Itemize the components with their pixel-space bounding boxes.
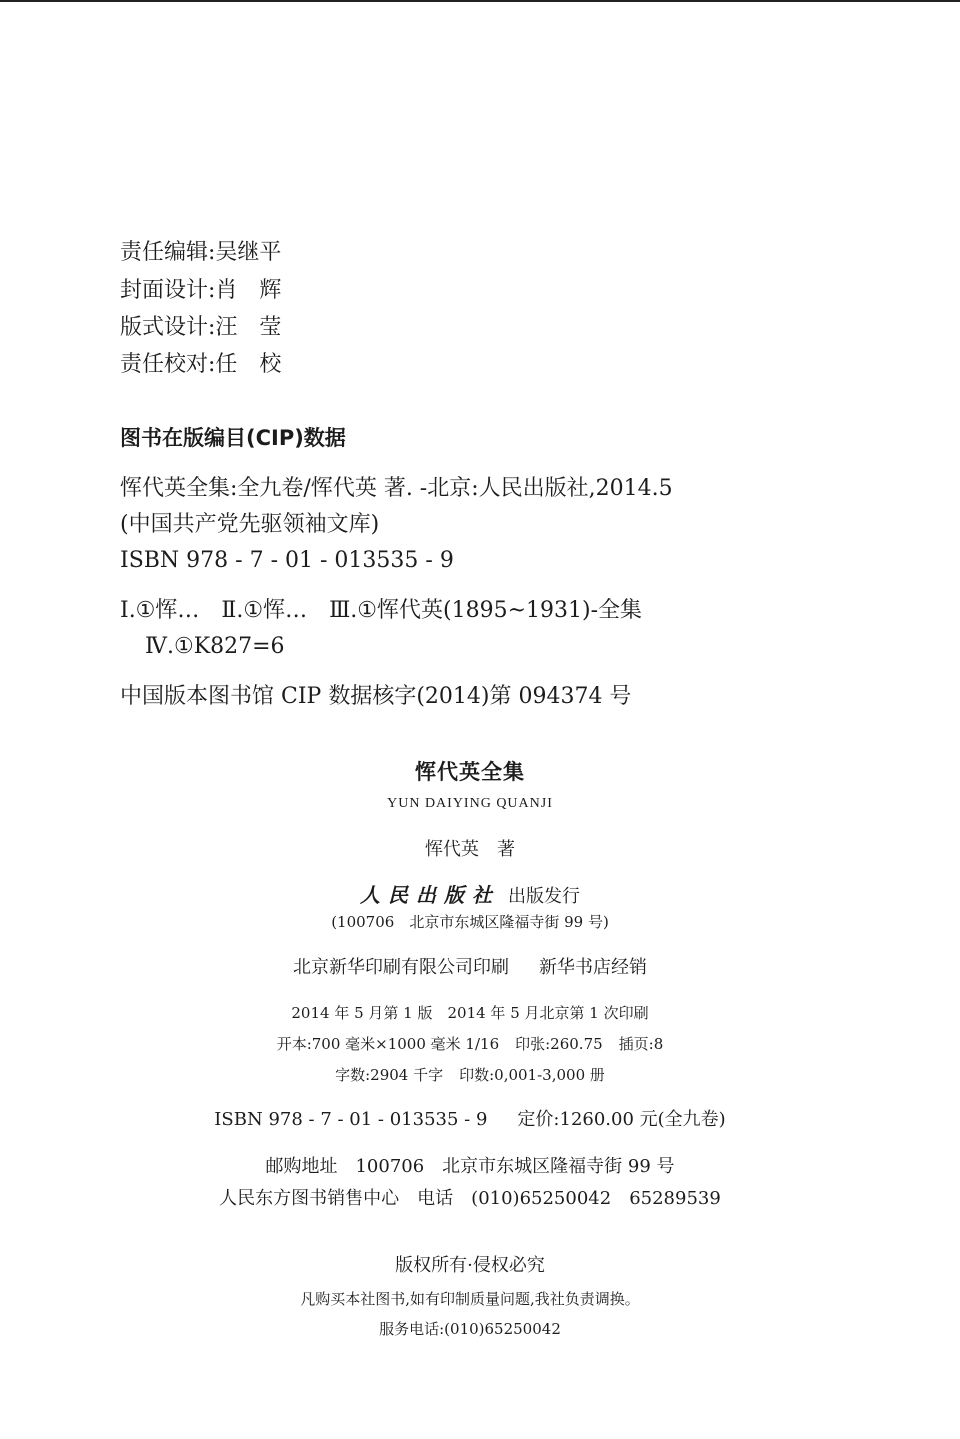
printer-distributor [0,959,940,977]
credit-name: 吴继平 [215,240,282,265]
sales-center: 人民东方图书销售中心 电话 (010)65250042 65289539 [219,1188,721,1209]
publisher-logo: 人民出版社 [360,883,500,907]
credit-name: 肖 辉 [215,278,282,303]
word-count: 字数:2904 千字 [335,1066,444,1084]
top-rule [0,0,960,2]
cip-classification: Ⅰ.①恽… Ⅱ.①恽… Ⅲ.①恽代英(1895~1931)-全集 [120,598,643,623]
service-phone: 服务电话:(010)65250042 [379,1320,561,1338]
credit-label: 封面设计: [120,278,216,303]
cip-line-series: (中国共产党先驱领袖文库) [120,512,380,537]
credit-editor [120,242,281,264]
cip-record: 中国版本图书馆 CIP 数据核字(2014)第 094374 号 [120,684,632,709]
cip-line-title: 恽代英全集:全九卷/恽代英 著. -北京:人民出版社,2014.5 [120,476,673,501]
credit-label: 责任校对: [120,352,216,377]
credit-layout-design [120,317,281,339]
distributor: 新华书店经销 [539,957,647,978]
book-author: 恽代英 著 [425,839,515,860]
credit-name: 任 校 [215,352,282,377]
credit-label: 责任编辑: [120,240,216,265]
print-run: 印数:0,001-3,000 册 [459,1066,605,1084]
publisher-address: (100706 北京市东城区隆福寺街 99 号) [331,913,609,931]
plates: 插页:8 [618,1035,664,1053]
mail-order: 邮购地址 100706 北京市东城区隆福寺街 99 号 [265,1156,675,1177]
cip-heading: 图书在版编目(CIP)数据 [120,426,346,450]
printer: 北京新华印刷有限公司印刷 [293,957,509,978]
words-info [0,1068,940,1083]
isbn-price [0,1111,940,1129]
book-pinyin: YUN DAIYING QUANJI [387,796,553,811]
cip-line-isbn: ISBN 978 - 7 - 01 - 013535 - 9 [120,548,454,573]
publisher-line [0,885,940,906]
credit-proofreader [120,354,281,376]
cip-classification-cont: Ⅳ.①K827=6 [145,634,285,659]
rights-statement: 版权所有·侵权必究 [395,1255,545,1276]
isbn: ISBN 978 - 7 - 01 - 013535 - 9 [214,1109,488,1130]
format: 开本:700 毫米×1000 毫米 1/16 [276,1035,500,1053]
credit-name: 汪 莹 [215,315,282,340]
credit-label: 版式设计: [120,315,216,340]
book-title: 恽代英全集 [415,760,525,784]
quality-notice: 凡购买本社图书,如有印制质量问题,我社负责调换。 [300,1290,640,1308]
edition-info: 2014 年 5 月第 1 版 2014 年 5 月北京第 1 次印刷 [291,1004,649,1022]
publisher-suffix: 出版发行 [508,886,580,907]
price: 定价:1260.00 元(全九卷) [517,1109,726,1130]
sheets: 印张:260.75 [515,1035,603,1053]
credit-cover-design [120,280,281,302]
format-info [0,1037,940,1052]
